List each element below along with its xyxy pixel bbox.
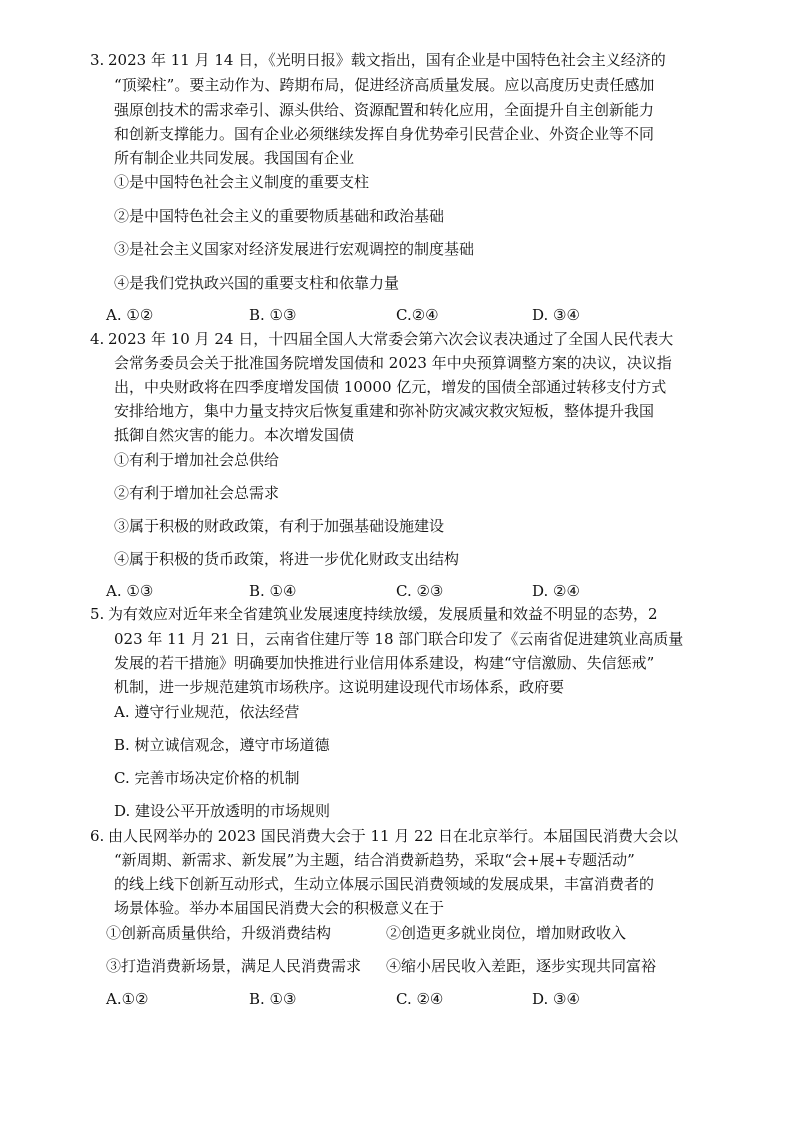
statement-item: ②创造更多就业岗位，增加财政收入 — [386, 924, 627, 942]
choice-c: C. ②④ — [396, 990, 444, 1008]
question-stem-line: 为有效应对近年来全省建筑业发展速度持续放缓，发展质量和效益不明显的态势，2 — [108, 605, 658, 623]
question-stem-line: 2023 年 10 月 24 日，十四届全国人大常委会第六次会议表决通过了全国人民代表大 — [108, 330, 674, 348]
choice-a: A. ①② — [106, 306, 154, 324]
question-number: 5. — [90, 605, 105, 623]
question-stem-line: “顶梁柱”。要主动作为、跨期布局，促进经济高质量发展。应以高度历史责任感加 — [114, 76, 655, 94]
question-stem-line: 由人民网举办的 2023 国民消费大会于 11 月 22 日在北京举行。本届国民消费大会以 — [108, 827, 678, 845]
choice-c: C. ②③ — [396, 582, 444, 600]
choice-d: D. ②④ — [532, 582, 580, 600]
choice-c: C. 完善市场决定价格的机制 — [114, 769, 300, 787]
question-stem-line: 023 年 11 月 21 日，云南省住建厅等 18 部门联合印发了《云南省促进建筑业高质量 — [114, 630, 684, 648]
question-number: 6. — [90, 827, 105, 845]
question-stem-line: 会常务委员会关于批准国务院增发国债和 2023 年中央预算调整方案的决议，决议指 — [114, 354, 672, 372]
choice-a: A. 遵守行业规范，依法经营 — [114, 703, 300, 721]
statement-item: ④是我们党执政兴国的重要支柱和依靠力量 — [114, 274, 400, 292]
choice-b: B. 树立诚信观念，遵守市场道德 — [114, 736, 330, 754]
statement-item: ②是中国特色社会主义的重要物质基础和政治基础 — [114, 207, 445, 225]
question-stem-line: 抵御自然灾害的能力。本次增发国债 — [114, 426, 355, 444]
question-stem-line: 强原创技术的需求牵引、源头供给、资源配置和转化应用，全面提升自主创新能力 — [114, 101, 655, 119]
statement-item: ①有利于增加社会总供给 — [114, 451, 280, 469]
choice-a: A.①② — [106, 990, 149, 1008]
choice-b: B. ①③ — [249, 990, 297, 1008]
question-stem-line: 机制，进一步规范建筑市场秩序。这说明建设现代市场体系，政府要 — [114, 678, 565, 696]
choice-c: C.②④ — [396, 306, 439, 324]
statement-item: ④缩小居民收入差距，逐步实现共同富裕 — [386, 957, 657, 975]
choice-b: B. ①③ — [249, 306, 297, 324]
statement-item: ②有利于增加社会总需求 — [114, 484, 280, 502]
question-stem-line: “新周期、新需求、新发展”为主题，结合消费新趋势，采取“会+展+专题活动” — [114, 851, 635, 869]
statement-item: ③打造消费新场景，满足人民消费需求 — [106, 957, 362, 975]
choice-a: A. ①③ — [106, 582, 154, 600]
question-stem-line: 场景体验。举办本届国民消费大会的积极意义在于 — [114, 899, 445, 917]
choice-d: D. ③④ — [532, 990, 580, 1008]
question-stem-line: 的线上线下创新互动形式，生动立体展示国民消费领域的发展成果，丰富消费者的 — [114, 875, 655, 893]
question-stem-line: 出，中央财政将在四季度增发国债 10000 亿元，增发的国债全部通过转移支付方式 — [114, 378, 667, 396]
choice-d: D. 建设公平开放透明的市场规则 — [114, 802, 331, 820]
question-stem-line: 2023 年 11 月 14 日，《光明日报》载文指出，国有企业是中国特色社会主义经济的 — [108, 51, 666, 69]
statement-item: ①是中国特色社会主义制度的重要支柱 — [114, 173, 370, 191]
question-number: 4. — [90, 330, 105, 348]
question-stem-line: 和创新支撑能力。国有企业必须继续发挥自身优势牵引民营企业、外资企业等不同 — [114, 125, 655, 143]
question-stem-line: 发展的若干措施》明确要加快推进行业信用体系建设，构建“守信激励、失信惩戒” — [114, 654, 655, 672]
statement-item: ③属于积极的财政政策，有利于加强基础设施建设 — [114, 517, 445, 535]
statement-item: ①创新高质量供给，升级消费结构 — [106, 924, 332, 942]
choice-b: B. ①④ — [249, 582, 297, 600]
question-stem-line: 所有制企业共同发展。我国国有企业 — [114, 149, 355, 167]
statement-item: ④属于积极的货币政策，将进一步优化财政支出结构 — [114, 550, 460, 568]
question-stem-line: 安排给地方，集中力量支持灾后恢复重建和弥补防灾减灾救灾短板，整体提升我国 — [114, 402, 655, 420]
question-number: 3. — [90, 51, 105, 69]
choice-d: D. ③④ — [532, 306, 580, 324]
statement-item: ③是社会主义国家对经济发展进行宏观调控的制度基础 — [114, 240, 475, 258]
